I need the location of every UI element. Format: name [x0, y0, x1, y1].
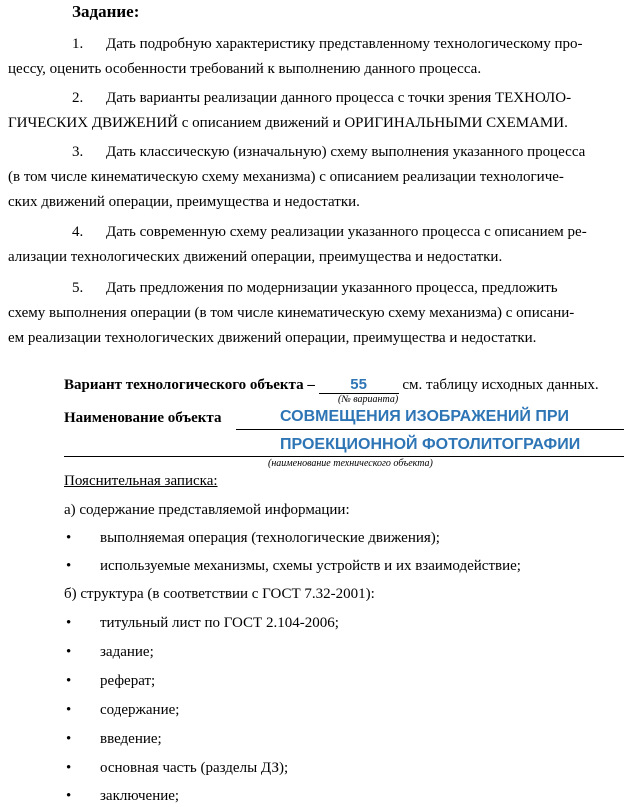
list-item: реферат; [100, 673, 156, 689]
task-text: (в том числе кинематическую схему механизма) с описанием реализации технологиче- [8, 169, 564, 185]
task-text: ских движений операции, преимущества и недостатки. [8, 194, 360, 210]
bullet-icon: • [66, 644, 72, 660]
task-text: ем реализации технологических движений операции, преимущества и недостатки. [8, 330, 537, 346]
task-text: цессу, оценить особенности требований к выполнению данного процесса. [8, 61, 482, 77]
task-item-1 [8, 32, 620, 82]
bullet-icon: • [66, 788, 72, 804]
list-item: титульный лист по ГОСТ 2.104-2006; [100, 615, 339, 631]
task-text: схему выполнения операции (в том числе кинематическую схему механизма) с описани- [8, 305, 575, 321]
task-number: 5. [72, 280, 84, 296]
task-text: Дать классическую (изначальную) схему выполнения указанного процесса [106, 144, 586, 160]
list-item: задание; [100, 644, 154, 660]
list-item: основная часть (разделы ДЗ); [100, 760, 289, 776]
object-name-caption: (наименование технического объекта) [268, 458, 433, 469]
task-text: ализации технологических движений операции, преимущества и недостатки. [8, 249, 503, 265]
note-section-b: б) структура (в соответствии с ГОСТ 7.32-2001): [64, 586, 375, 602]
task-item-3 [8, 140, 620, 215]
page-title: Задание: [72, 2, 140, 21]
variant-row [64, 376, 599, 394]
task-text: Дать современную схему реализации указанного процесса с описанием ре- [106, 224, 587, 240]
object-name-line-2[interactable]: ПРОЕКЦИОННОЙ ФОТОЛИТОГРАФИИ [280, 436, 581, 453]
list-item: введение; [100, 731, 162, 747]
bullet-icon: • [66, 760, 72, 776]
task-number: 3. [72, 144, 84, 160]
task-text: Дать предложения по модернизации указанного процесса, предложить [106, 280, 558, 296]
variant-label: Вариант технологического объекта – [64, 377, 315, 393]
list-item: содержание; [100, 702, 180, 718]
task-item-5 [8, 276, 620, 351]
task-number: 2. [72, 90, 84, 106]
task-text: ГИЧЕСКИХ ДВИЖЕНИЙ с описанием движений и ОРИГИНАЛЬНЫМИ СХЕМАМИ. [8, 115, 568, 131]
bullet-icon: • [66, 673, 72, 689]
bullet-icon: • [66, 615, 72, 631]
list-item: выполняемая операция (технологические движения); [100, 530, 440, 546]
bullet-icon: • [66, 702, 72, 718]
list-item: используемые механизмы, схемы устройств и их взаимодействие; [100, 558, 521, 574]
list-item: заключение; [100, 788, 180, 804]
object-name-underline [64, 456, 624, 457]
object-name-line-1[interactable]: СОВМЕЩЕНИЯ ИЗОБРАЖЕНИЙ ПРИ [280, 408, 570, 425]
task-number: 4. [72, 224, 84, 240]
variant-caption: (№ варианта) [338, 394, 399, 405]
note-title: Пояснительная записка: [64, 473, 218, 489]
variant-suffix: см. таблицу исходных данных. [402, 377, 599, 393]
bullet-icon: • [66, 530, 72, 546]
bullet-icon: • [66, 558, 72, 574]
object-name-label: Наименование объекта [64, 410, 222, 426]
task-number: 1. [72, 36, 84, 52]
bullet-icon: • [66, 731, 72, 747]
task-text: Дать варианты реализации данного процесса с точки зрения ТЕХНОЛО- [106, 90, 572, 106]
task-text: Дать подробную характеристику представленному технологическому про- [106, 36, 583, 52]
task-item-2 [8, 86, 620, 136]
task-item-4 [8, 220, 620, 270]
note-section-a: а) содержание представляемой информации: [64, 502, 350, 518]
object-name-underline [236, 429, 624, 430]
variant-number-field[interactable]: 55 [319, 376, 399, 394]
